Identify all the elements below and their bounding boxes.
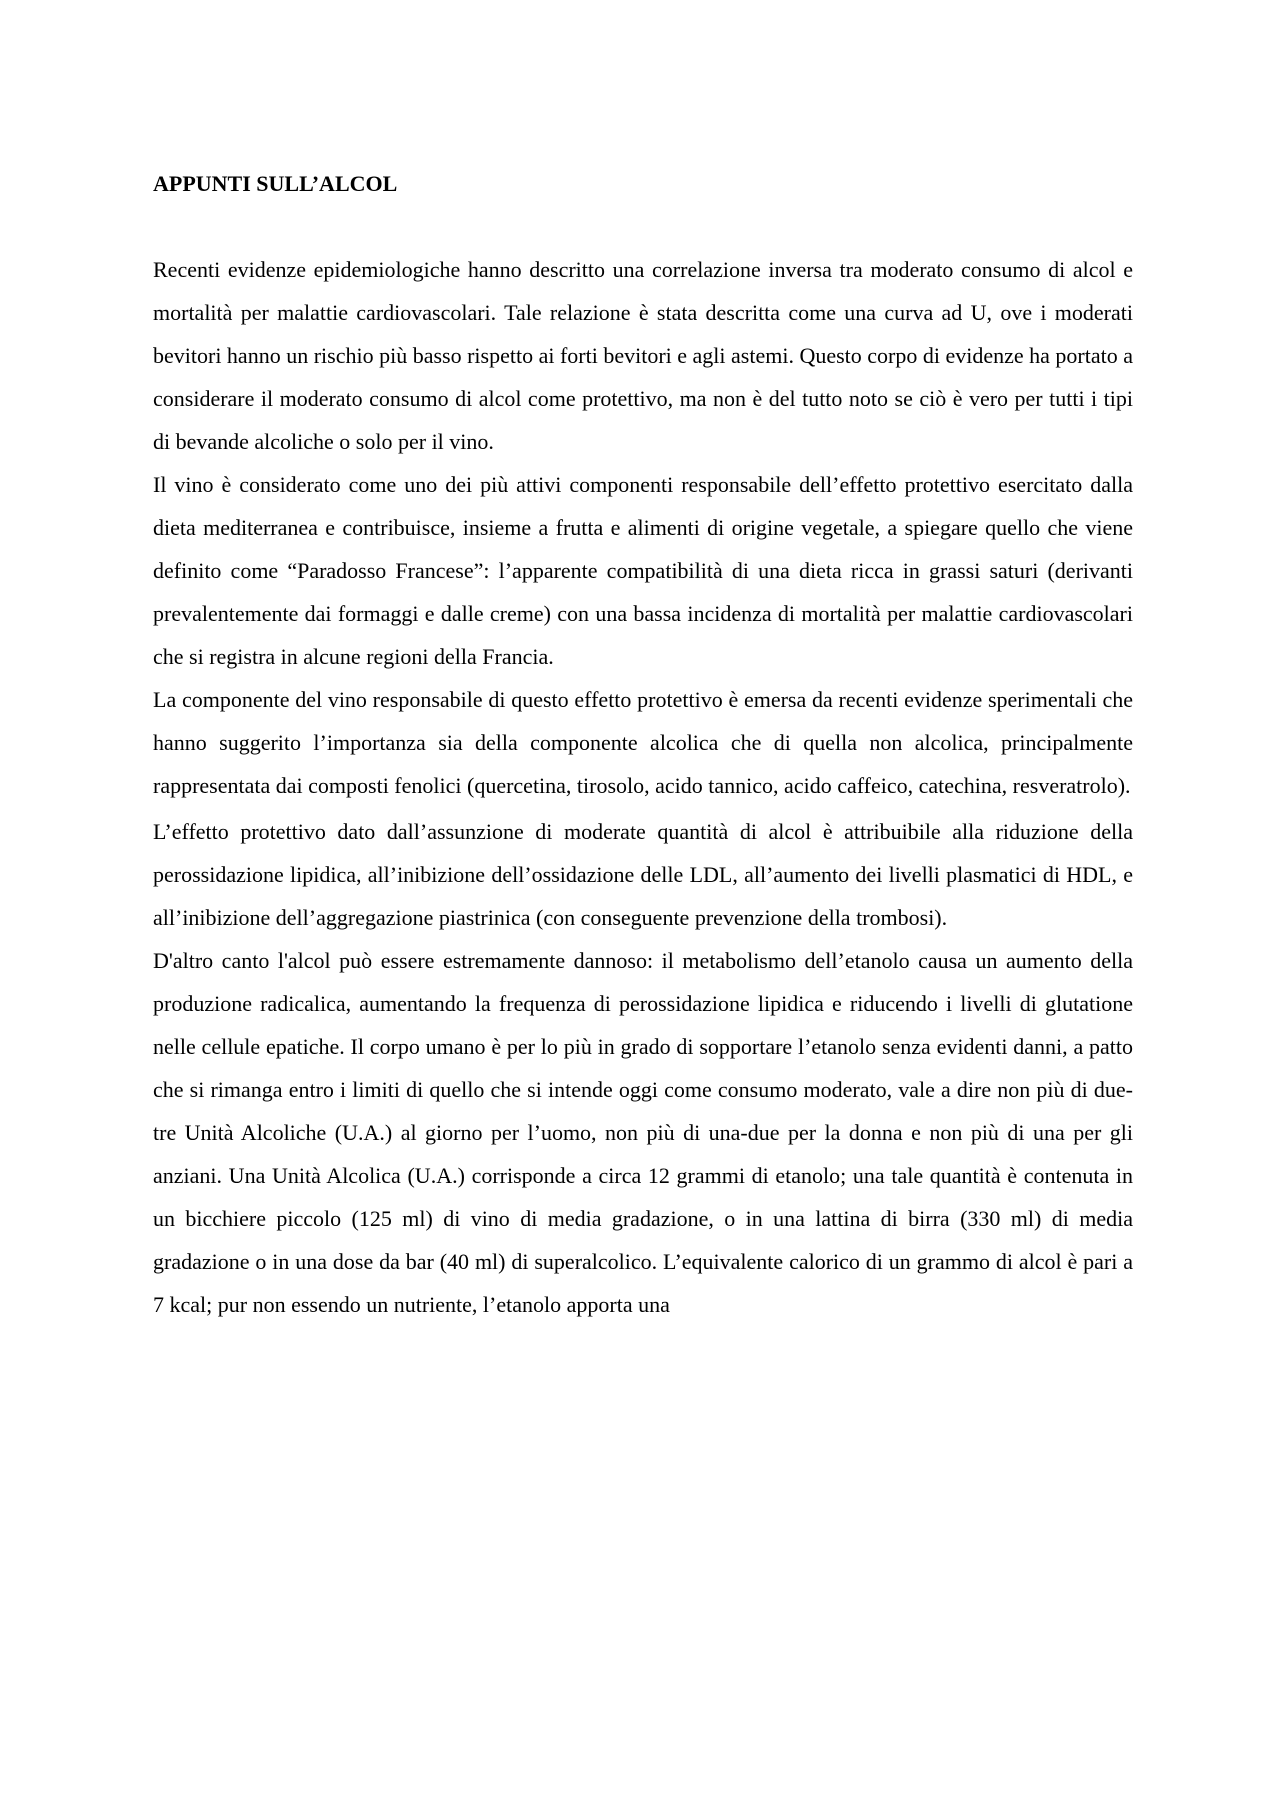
paragraph-harmful-effects: D'altro canto l'alcol può essere estremamente dannoso: il metabolismo dell’etanolo causa un aumento della produzione radicalica, aumentando la frequenza di perossidazione lipidica e riducendo i livelli di glutatione nelle cellule epatiche. Il corpo umano è per lo più in grado di sopportare l’etanolo senza evidenti danni, a patto che si rimanga entro i limiti di quello che si intende oggi come consumo moderato, vale a dire non più di due-tre Unità Alcoliche (U.A.) al giorno per l’uomo, non più di una-due per la donna e non più di una per gli anziani. Una Unità Alcolica (U.A.) corrisponde a circa 12 grammi di etanolo; una tale quantità è contenuta in un bicchiere piccolo (125 ml) di vino di media gradazione, o in una lattina di birra (330 ml) di media gradazione o in una dose da bar (40 ml) di superalcolico. L’equivalente calorico di un grammo di alcol è pari a 7 kcal; pur non essendo un nutriente, l’etanolo apporta una [153,948,1133,1317]
paragraph-protective-effect: L’effetto protettivo dato dall’assunzione di moderate quantità di alcol è attribuibile alla riduzione della perossidazione lipidica, all’inibizione dell’ossidazione delle LDL, all’aumento dei livelli plasmatici di HDL, e all’inibizione dell’aggregazione piastrinica (con conseguente prevenzione della trombosi). [153,819,1133,930]
paragraph-wine-components: La componente del vino responsabile di questo effetto protettivo è emersa da recenti evidenze sperimentali che hanno suggerito l’importanza sia della componente alcolica che di quella non alcolica, principalmente rappresentata dai composti fenolici (quercetina, tirosolo, acido tannico, acido caffeico, catechina, resveratrolo). [153,687,1133,798]
document-title: APPUNTI SULL’ALCOL [153,171,398,196]
paragraph-french-paradox: Il vino è considerato come uno dei più attivi componenti responsabile dell’effetto protettivo esercitato dalla dieta mediterranea e contribuisce, insieme a frutta e alimenti di origine vegetale, a spiegare quello che viene definito come “Paradosso Francese”: l’apparente compatibilità di una dieta ricca in grassi saturi (derivanti prevalentemente dai formaggi e dalle creme) con una bassa incidenza di mortalità per malattie cardiovascolari che si registra in alcune regioni della Francia. [153,472,1133,669]
paragraph-epidemiology: Recenti evidenze epidemiologiche hanno descritto una correlazione inversa tra moderato consumo di alcol e mortalità per malattie cardiovascolari. Tale relazione è stata descritta come una curva ad U, ove i moderati bevitori hanno un rischio più basso rispetto ai forti bevitori e agli astemi. Questo corpo di evidenze ha portato a considerare il moderato consumo di alcol come protettivo, ma non è del tutto noto se ciò è vero per tutti i tipi di bevande alcoliche o solo per il vino. [153,257,1133,454]
title-spacer [153,205,1133,248]
document-body [153,162,1133,1326]
